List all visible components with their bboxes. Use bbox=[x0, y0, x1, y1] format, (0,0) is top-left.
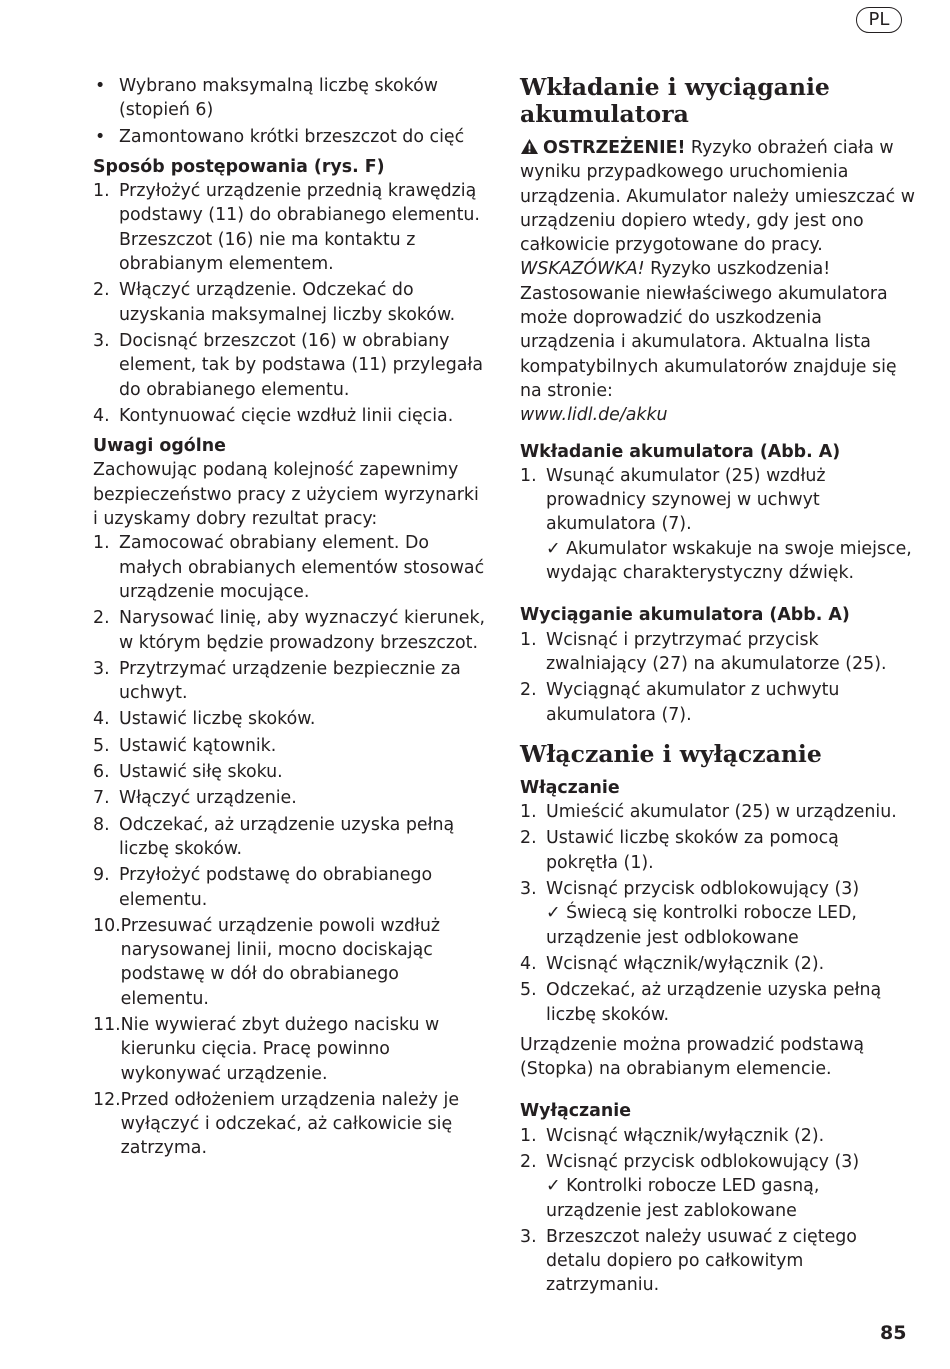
step-number: 3. bbox=[93, 658, 110, 679]
list-item bbox=[93, 760, 488, 784]
step-instruction: Ustawić siłę skoku. bbox=[119, 762, 283, 783]
step-number: 5. bbox=[520, 980, 537, 1001]
step-instruction: Przyłożyć podstawę do obrabianego elementu. bbox=[119, 865, 433, 910]
remove-battery-steps bbox=[520, 628, 915, 727]
remove-battery-heading: Wyciąganie akumulatora (Abb. A) bbox=[520, 605, 850, 626]
step-text bbox=[119, 760, 488, 784]
step-number: 4. bbox=[93, 405, 110, 426]
step-instruction: Wcisnąć włącznik/wyłącznik (2). bbox=[546, 953, 825, 974]
switch-off-steps bbox=[520, 1124, 915, 1298]
notice-url: www.lidl.de/akku bbox=[520, 405, 668, 426]
step-text bbox=[546, 826, 915, 875]
step-result: ✓ Kontrolki robocze LED gasną, urządzenie jest zablokowane bbox=[546, 1176, 820, 1221]
conditions-list bbox=[93, 74, 488, 149]
list-item bbox=[93, 863, 488, 912]
step-number: 1. bbox=[93, 181, 110, 202]
step-text bbox=[546, 978, 915, 1027]
step-instruction: Wsunąć akumulator (25) wzdłuż prowadnicy szynowej w uchwyt akumulatora (7). bbox=[546, 465, 826, 535]
list-item bbox=[93, 1088, 488, 1161]
step-text bbox=[546, 800, 915, 824]
switch-off-heading: Wyłączanie bbox=[520, 1101, 632, 1122]
list-item bbox=[520, 800, 915, 824]
list-item bbox=[520, 1150, 915, 1223]
step-text bbox=[119, 531, 488, 604]
step-number: 12. bbox=[93, 1089, 121, 1110]
step-number: 3. bbox=[520, 1226, 537, 1247]
step-number: 3. bbox=[520, 879, 537, 900]
list-item bbox=[93, 404, 488, 428]
warning-label: OSTRZEŻENIE! bbox=[543, 138, 686, 158]
step-instruction: Przed odłożeniem urządzenia należy je wyłączyć i odczekać, aż całkowicie się zatrzyma. bbox=[120, 1089, 460, 1159]
step-number: 5. bbox=[93, 735, 110, 756]
step-instruction: Zamocować obrabiany element. Do małych obrabianych elementów stosować urządzenie mocujące. bbox=[119, 533, 485, 602]
step-text bbox=[546, 877, 915, 950]
list-item bbox=[93, 278, 488, 327]
list-item bbox=[93, 734, 488, 758]
step-number: 8. bbox=[93, 814, 110, 835]
step-number: 11. bbox=[93, 1014, 121, 1035]
step-instruction: Przytrzymać urządzenie bezpiecznie za uchwyt. bbox=[119, 658, 461, 704]
step-instruction: Kontynuować cięcie wzdłuż linii cięcia. bbox=[119, 405, 454, 426]
list-item bbox=[93, 179, 488, 276]
list-item bbox=[520, 826, 915, 875]
list-item bbox=[520, 978, 915, 1027]
step-number: 4. bbox=[93, 709, 110, 730]
switch-on-note: Urządzenie można prowadzić podstawą (Stopka) na obrabianym elemencie. bbox=[520, 1034, 865, 1080]
step-instruction: Przyłożyć urządzenie przednią krawędzią podstawy (11) do obrabianego elementu. Brzeszczot (16) nie ma kontaktu z obrabianym elementem. bbox=[119, 181, 480, 275]
list-item bbox=[93, 531, 488, 604]
notice-text: Ryzyko uszkodzenia! Zastosowanie niewłaściwego akumulatora może doprowadzić do uszkodzenia urządzenia i akumulatora. Aktualna lista kompatybilnych akumulatorów znajduje się na stronie: bbox=[520, 259, 897, 401]
list-item bbox=[520, 464, 915, 585]
list-item bbox=[93, 813, 488, 862]
step-text bbox=[119, 813, 488, 862]
step-number: 9. bbox=[93, 865, 110, 886]
warning-paragraph bbox=[520, 136, 915, 257]
general-notes-intro: Zachowując podaną kolejność zapewnimy bezpieczeństwo pracy z użyciem wyrzynarki i uzyskamy dobry rezultat pracy: bbox=[93, 460, 479, 530]
step-text bbox=[119, 707, 488, 731]
step-text bbox=[119, 329, 488, 402]
step-text bbox=[546, 952, 915, 976]
step-instruction: Brzeszczot należy usuwać z ciętego detalu dopiero po całkowitym zatrzymaniu. bbox=[546, 1226, 857, 1296]
list-item bbox=[520, 628, 915, 677]
list-item bbox=[93, 707, 488, 731]
step-text bbox=[119, 786, 488, 810]
step-number: 6. bbox=[93, 762, 110, 783]
list-item bbox=[93, 329, 488, 402]
step-instruction: Narysować linię, aby wyznaczyć kierunek, w którym będzie prowadzony brzeszczot. bbox=[119, 608, 486, 653]
general-steps bbox=[93, 531, 488, 1160]
step-number: 2. bbox=[93, 608, 110, 629]
right-column bbox=[520, 74, 915, 1304]
step-number: 10. bbox=[93, 915, 121, 936]
step-number: 2. bbox=[520, 1151, 537, 1172]
list-item bbox=[93, 914, 488, 1011]
step-number: 1. bbox=[520, 629, 537, 650]
list-item bbox=[520, 1124, 915, 1148]
insert-battery-steps bbox=[520, 464, 915, 585]
step-instruction: Ustawić liczbę skoków za pomocą pokrętła (1). bbox=[546, 828, 839, 873]
step-text bbox=[546, 628, 915, 677]
step-number: 2. bbox=[93, 280, 110, 301]
step-text bbox=[546, 464, 915, 585]
switch-on-heading: Włączanie bbox=[520, 777, 620, 798]
step-text bbox=[546, 1124, 915, 1148]
step-text bbox=[119, 863, 488, 912]
step-number: 1. bbox=[93, 533, 110, 554]
step-instruction: Docisnąć brzeszczot (16) w obrabiany element, tak by podstawa (11) przylegała do obrabianego elementu. bbox=[119, 330, 484, 400]
list-item: • Zamontowano krótki brzeszczot do cięć bbox=[93, 125, 488, 149]
step-instruction: Wcisnąć przycisk odblokowujący (3) bbox=[546, 879, 860, 900]
step-text bbox=[119, 734, 488, 758]
left-column bbox=[93, 74, 488, 1167]
switch-on-steps bbox=[520, 800, 915, 1027]
step-text bbox=[119, 404, 488, 428]
step-result: ✓ Świecą się kontrolki robocze LED, urządzenie jest odblokowane bbox=[546, 903, 857, 948]
step-instruction: Włączyć urządzenie. Odczekać do uzyskania maksymalnej liczby skoków. bbox=[119, 280, 456, 325]
language-badge: PL bbox=[856, 7, 902, 33]
procedure-steps bbox=[93, 179, 488, 428]
step-number: 2. bbox=[520, 680, 537, 701]
step-text bbox=[119, 657, 488, 706]
onoff-section-heading: Włączanie i wyłączanie bbox=[520, 739, 822, 768]
step-number: 3. bbox=[93, 330, 110, 351]
step-text bbox=[121, 914, 488, 1011]
battery-section-heading: Wkładanie i wyciąganie akumulatora bbox=[520, 73, 830, 128]
step-text bbox=[546, 678, 915, 727]
step-number: 7. bbox=[93, 788, 110, 809]
step-instruction: Wcisnąć przycisk odblokowujący (3) bbox=[546, 1151, 860, 1172]
notice-paragraph bbox=[520, 257, 915, 427]
step-text bbox=[119, 278, 488, 327]
step-number: 4. bbox=[520, 953, 537, 974]
step-instruction: Wcisnąć i przytrzymać przycisk zwalniający (27) na akumulatorze (25). bbox=[546, 629, 887, 674]
list-item bbox=[520, 877, 915, 950]
list-item bbox=[93, 786, 488, 810]
step-instruction: Nie wywierać zbyt dużego nacisku w kierunku cięcia. Pracę powinno wykonywać urządzenie. bbox=[120, 1014, 440, 1084]
list-item bbox=[93, 1013, 488, 1086]
general-notes-heading: Uwagi ogólne bbox=[93, 436, 226, 457]
step-text bbox=[119, 606, 488, 655]
list-item bbox=[93, 657, 488, 706]
insert-battery-heading: Wkładanie akumulatora (Abb. A) bbox=[520, 441, 841, 462]
step-number: 1. bbox=[520, 465, 537, 486]
step-text bbox=[121, 1088, 488, 1161]
step-text bbox=[546, 1225, 915, 1298]
list-item bbox=[520, 952, 915, 976]
warning-text: Ryzyko obrażeń ciała w wyniku przypadkowego uruchomienia urządzenia. Akumulator należy umieszczać w urządzeniu dopiero wtedy, gdy jest ono całkowicie przygotowane do pracy. bbox=[520, 138, 915, 256]
step-text bbox=[119, 179, 488, 276]
list-item bbox=[93, 606, 488, 655]
step-instruction: Odczekać, aż urządzenie uzyska pełną liczbę skoków. bbox=[119, 814, 455, 859]
step-instruction: Włączyć urządzenie. bbox=[119, 788, 297, 809]
warning-triangle-icon bbox=[520, 138, 539, 155]
step-instruction: Ustawić kątownik. bbox=[119, 735, 277, 756]
step-instruction: Wyciągnąć akumulator z uchwytu akumulatora (7). bbox=[546, 680, 840, 725]
step-number: 1. bbox=[520, 802, 537, 823]
procedure-heading: Sposób postępowania (rys. F) bbox=[93, 156, 385, 177]
step-text bbox=[121, 1013, 488, 1086]
step-result: ✓ Akumulator wskakuje na swoje miejsce, wydając charakterystyczny dźwięk. bbox=[546, 538, 912, 584]
page-number: 85 bbox=[880, 1322, 907, 1344]
step-instruction: Ustawić liczbę skoków. bbox=[119, 709, 316, 730]
step-number: 1. bbox=[520, 1125, 537, 1146]
step-instruction: Wcisnąć włącznik/wyłącznik (2). bbox=[546, 1125, 825, 1146]
step-number: 2. bbox=[520, 828, 537, 849]
list-item bbox=[520, 678, 915, 727]
step-text bbox=[546, 1150, 915, 1223]
step-instruction: Odczekać, aż urządzenie uzyska pełną liczbę skoków. bbox=[546, 980, 882, 1025]
notice-label: WSKAZÓWKA! bbox=[520, 259, 645, 280]
list-item bbox=[520, 1225, 915, 1298]
step-instruction: Umieścić akumulator (25) w urządzeniu. bbox=[546, 802, 897, 823]
list-item: • Wybrano maksymalną liczbę skoków (stopień 6) bbox=[93, 74, 488, 123]
step-instruction: Przesuwać urządzenie powoli wzdłuż narysowanej linii, mocno dociskając podstawę w dół do obrabianego elementu. bbox=[120, 915, 441, 1009]
